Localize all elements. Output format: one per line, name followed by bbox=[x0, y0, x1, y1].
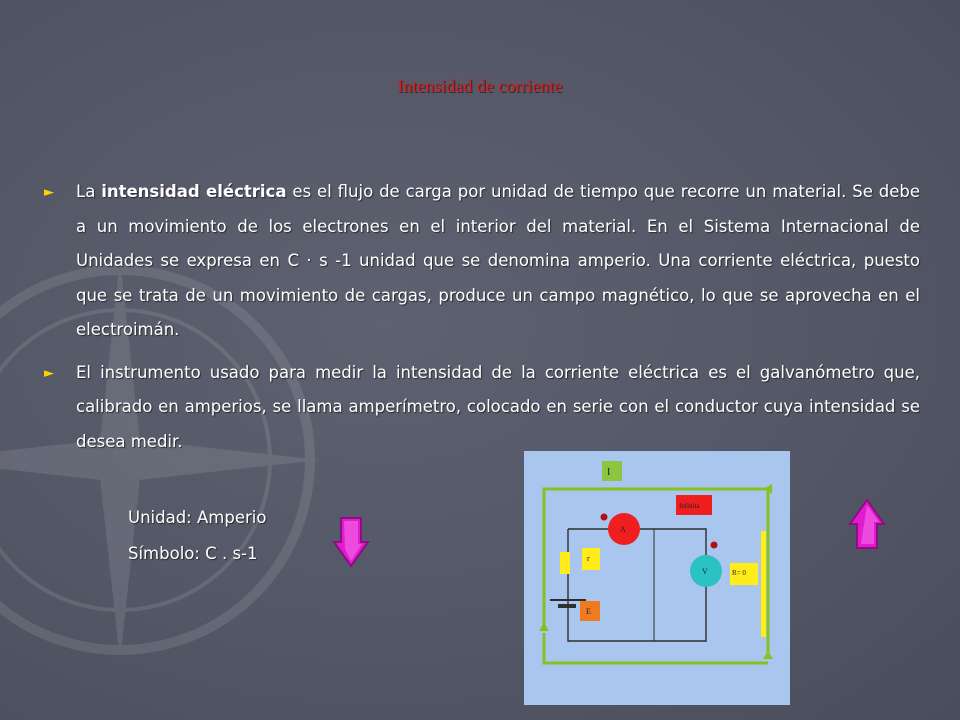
bullet-item bbox=[44, 356, 920, 460]
svg-text:R= 0: R= 0 bbox=[732, 569, 746, 577]
slide-title: Intensidad de corriente bbox=[397, 76, 563, 96]
current-label-box bbox=[602, 461, 622, 481]
bullet-arrow-icon: ► bbox=[44, 365, 54, 381]
bullet-list bbox=[44, 175, 920, 467]
svg-text:Infinita: Infinita bbox=[679, 502, 700, 510]
resistor-r-icon bbox=[560, 552, 570, 574]
svg-text:A: A bbox=[620, 525, 626, 534]
bullet-item bbox=[44, 175, 920, 348]
r-label-box bbox=[582, 548, 600, 570]
unit-line: Unidad: Amperio bbox=[128, 508, 267, 527]
svg-text:I: I bbox=[607, 467, 611, 478]
up-arrow-icon[interactable] bbox=[848, 498, 886, 550]
svg-text:E: E bbox=[586, 607, 591, 616]
bullet-text: El instrumento usado para medir la intensidad de la corriente eléctrica es el galvanómetro que, calibrado en amperios, se llama amperímetro, colocado en serie con el conductor cuya intensidad se desea medir. bbox=[76, 362, 920, 451]
down-arrow-icon[interactable] bbox=[332, 516, 370, 568]
svg-text:V: V bbox=[702, 567, 708, 576]
symbol-line: Símbolo: C . s-1 bbox=[128, 544, 258, 563]
bullet-arrow-icon: ► bbox=[44, 185, 54, 200]
svg-text:r: r bbox=[587, 554, 590, 563]
circuit-diagram bbox=[524, 451, 790, 705]
unit-block bbox=[128, 500, 266, 572]
bullet-text: La intensidad eléctrica es el flujo de carga por unidad de tiempo que recorre un material. Se debe a un movimiento de los electrones en el interior del material. En el Sistema Internacional de Unidades se expresa en C · s -1 unidad que se denomina amperio. Una corriente eléctrica, puesto que se trata de un movimiento de cargas, produce un campo magnético, lo que se aprovecha en el electroimán. bbox=[76, 182, 920, 339]
